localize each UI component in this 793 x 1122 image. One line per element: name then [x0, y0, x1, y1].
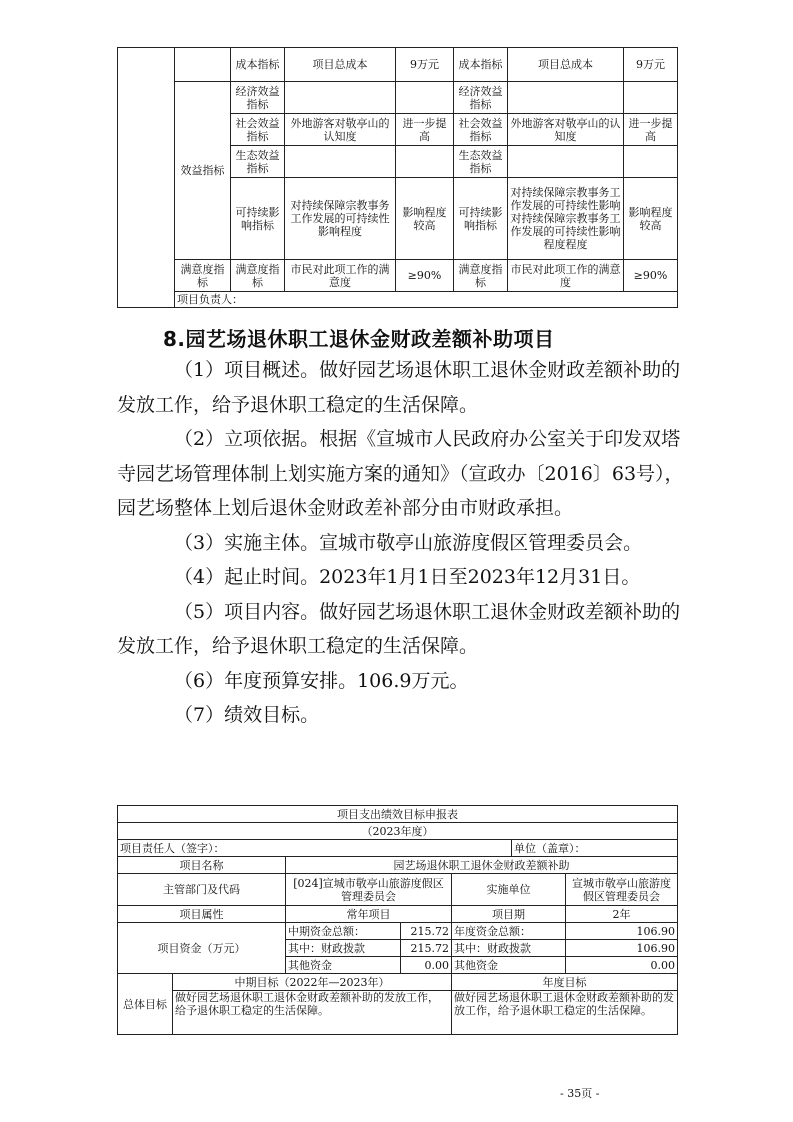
mid-other-value: 0.00: [401, 957, 452, 974]
project-name-label: 项目名称: [118, 857, 286, 874]
cost-indicator-label: 成本指标: [231, 48, 285, 82]
satisfaction-value: ≥90%: [396, 260, 454, 292]
empty-cell: [396, 146, 454, 178]
year-other-value: 0.00: [566, 957, 678, 974]
empty-cell: [624, 82, 678, 114]
year-fiscal-label: 其中：财政拨款: [452, 940, 566, 957]
benefit-indicator-label: 效益指标: [175, 82, 231, 260]
year-fiscal-value: 106.90: [566, 940, 678, 957]
total-cost-label: 项目总成本: [285, 48, 396, 82]
empty-cell: [285, 146, 396, 178]
project-attribute-label: 项目属性: [118, 906, 286, 923]
project-attribute-value: 常年项目: [286, 906, 452, 923]
year-total-value: 106.90: [566, 923, 678, 940]
department-label: 主管部门及代码: [118, 874, 286, 906]
mid-total-value: 215.72: [401, 923, 452, 940]
social-benefit-value: 进一步提高: [624, 114, 678, 146]
paragraph: （4）起止时间。2023年1月1日至2023年12月31日。: [174, 566, 641, 588]
blank-cell: [118, 48, 175, 308]
department-value: [024]宣城市敬亭山旅游度假区管理委员会: [286, 874, 452, 906]
performance-indicator-table: [117, 47, 678, 308]
overall-goal-label: 总体目标: [118, 974, 173, 1035]
empty-cell: [624, 146, 678, 178]
cost-value: 9万元: [624, 48, 678, 82]
paragraph: （2）立项依据。根据《宣城市人民政府办公室关于印发双塔寺园艺场管理体制上划实施方案的通知》（宣政办〔2016〕63号），园艺场整体上划后退休金财政差补部分由市财政承担。: [117, 428, 684, 519]
economic-benefit-label: 经济效益指标: [231, 82, 285, 114]
social-benefit-content: 外地游客对敬亭山的认知度: [285, 114, 396, 146]
empty-cell: [285, 82, 396, 114]
ecological-benefit-label: 生态效益指标: [231, 146, 285, 178]
project-period-label: 项目期: [452, 906, 566, 923]
unit-seal-label: 单位（盖章）：: [512, 840, 678, 857]
project-name-value: 园艺场退休职工退休金财政差额补助: [286, 857, 678, 874]
mid-goal-content: 做好园艺场退休职工退休金财政差额补助的发放工作，给予退休职工稳定的生活保障。: [173, 991, 452, 1035]
economic-benefit-label: 经济效益指标: [454, 82, 508, 114]
empty-cell: [508, 82, 624, 114]
project-responsible-label: 项目负责人：: [175, 292, 678, 308]
paragraph: （5）项目内容。做好园艺场退休职工退休金财政差额补助的发放工作，给予退休职工稳定的生活保障。: [117, 600, 681, 657]
year-total-label: 年度资金总额：: [452, 923, 566, 940]
paragraph: （7）绩效目标。: [174, 704, 320, 726]
year-goal-content: 做好园艺场退休职工退休金财政差额补助的发放工作，给予退休职工稳定的生活保障。: [452, 991, 678, 1035]
table-title: 项目支出绩效目标申报表: [118, 806, 678, 823]
project-period-value: 2年: [566, 906, 678, 923]
sustain-impact-label: 可持续影响指标: [231, 178, 285, 260]
social-benefit-content: 外地游客对敬亭山的认知度: [508, 114, 624, 146]
year-other-label: 其他资金: [452, 957, 566, 974]
satisfaction-value: ≥90%: [624, 260, 678, 292]
mid-goal-label: 中期目标（2022年—2023年）: [173, 974, 452, 991]
responsible-signature-label: 项目责任人（签字）：: [118, 840, 512, 857]
satisfaction-sub-label: 满意度指标: [454, 260, 508, 292]
sustain-impact-label: 可持续影响指标: [454, 178, 508, 260]
mid-total-label: 中期资金总额：: [286, 923, 401, 940]
cost-value: 9万元: [396, 48, 454, 82]
mid-fiscal-value: 215.72: [401, 940, 452, 957]
paragraph: （6）年度预算安排。106.9万元。: [174, 669, 469, 692]
implementing-unit-value: 宣城市敬亭山旅游度假区管理委员会: [566, 874, 678, 906]
satisfaction-sub-label: 满意度指标: [231, 260, 285, 292]
mid-fiscal-label: 其中：财政拨款: [286, 940, 401, 957]
mid-other-label: 其他资金: [286, 957, 401, 974]
paragraph: （3）实施主体。宣城市敬亭山旅游度假区管理委员会。: [174, 531, 643, 554]
sustain-impact-value: 影响程度较高: [624, 178, 678, 260]
blank-cell: [175, 48, 231, 82]
satisfaction-content: 市民对此项工作的满意度: [285, 260, 396, 292]
total-cost-label: 项目总成本: [508, 48, 624, 82]
table-year: （2023年度）: [118, 823, 678, 840]
empty-cell: [396, 82, 454, 114]
ecological-benefit-label: 生态效益指标: [454, 146, 508, 178]
sustain-impact-value: 影响程度较高: [396, 178, 454, 260]
satisfaction-indicator-label: 满意度指标: [175, 260, 231, 292]
page-number: - 35页 -: [560, 1087, 600, 1100]
project-funds-label: 项目资金（万元）: [118, 923, 286, 974]
cost-indicator-label: 成本指标: [454, 48, 508, 82]
section-body: [117, 353, 697, 733]
section-heading: 8.园艺场退休职工退休金财政差额补助项目: [163, 327, 555, 351]
performance-declaration-table: [117, 805, 678, 1035]
social-benefit-value: 进一步提高: [396, 114, 454, 146]
sustain-impact-content: 对持续保障宗教事务工作发展的可持续性影响程度: [285, 178, 396, 260]
social-benefit-label: 社会效益指标: [454, 114, 508, 146]
implementing-unit-label: 实施单位: [452, 874, 566, 906]
year-goal-label: 年度目标: [452, 974, 678, 991]
paragraph: （1）项目概述。做好园艺场退休职工退休金财政差额补助的发放工作，给予退休职工稳定的生活保障。: [117, 359, 681, 416]
social-benefit-label: 社会效益指标: [231, 114, 285, 146]
satisfaction-content: 市民对此项工作的满意度: [508, 260, 624, 292]
empty-cell: [508, 146, 624, 178]
sustain-impact-content: 对持续保障宗教事务工作发展的可持续性影响对持续保障宗教事务工作发展的可持续性影响程度程度: [508, 178, 624, 260]
